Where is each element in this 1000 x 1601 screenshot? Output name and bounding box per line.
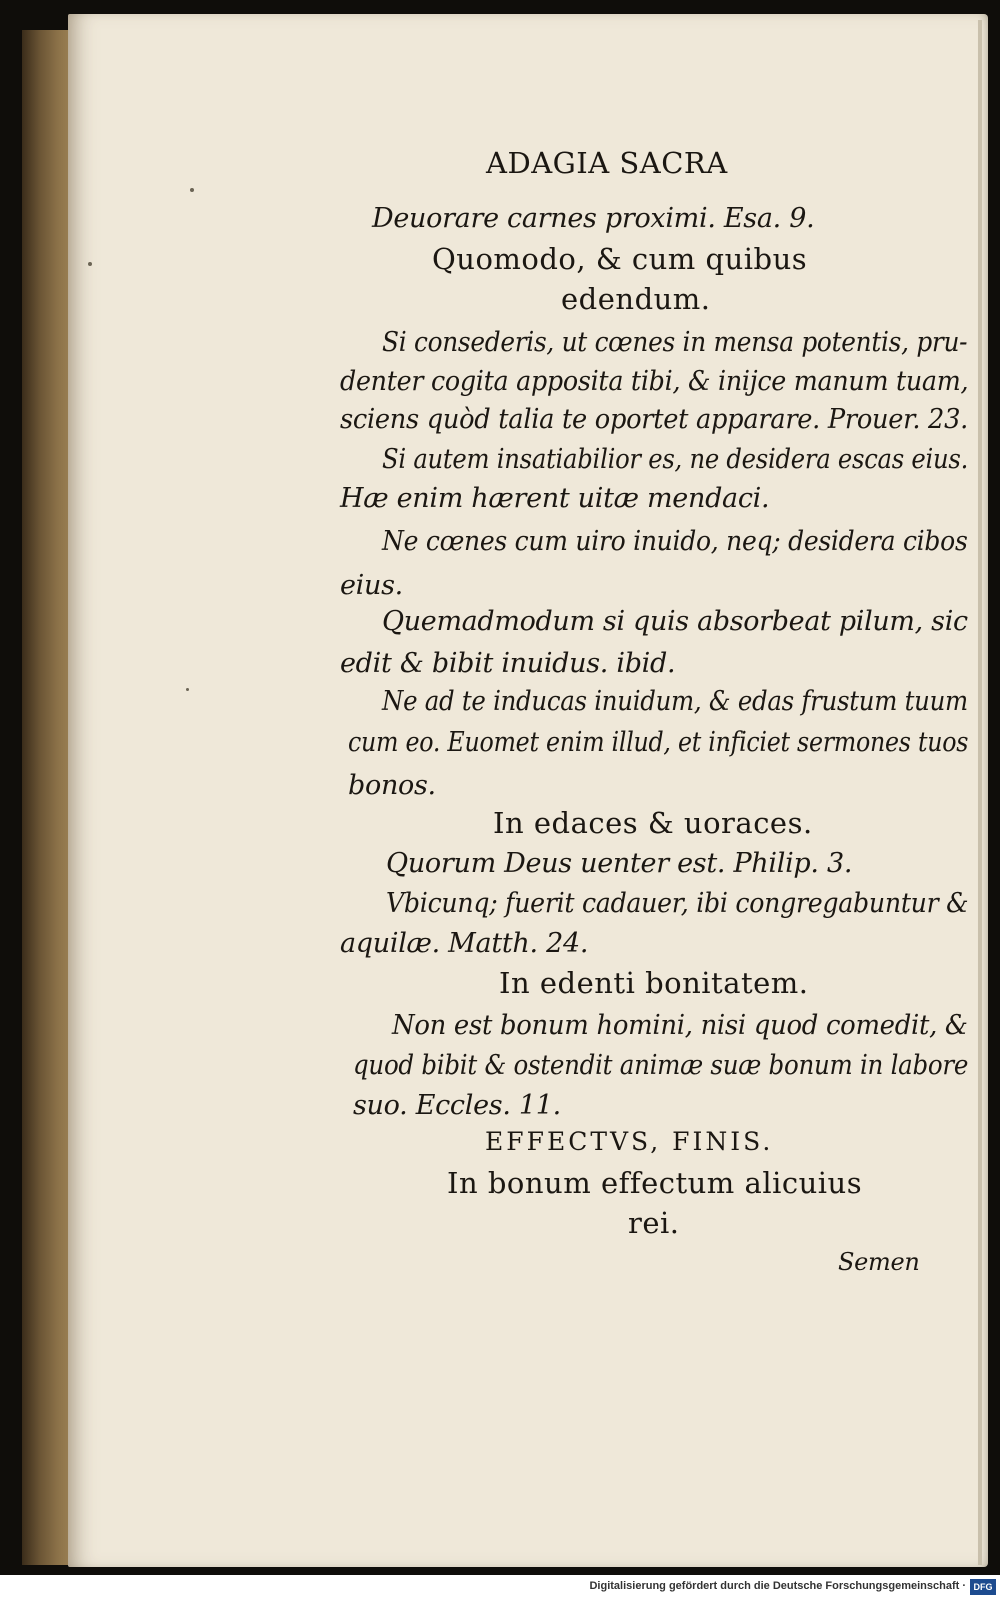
section-heading: In bonum effectum alicuius (447, 1166, 863, 1200)
page-edge (978, 20, 982, 1565)
text-line: Vbicunq; fuerit cadauer, ibi congregabuntur & (386, 888, 969, 919)
text-line: bonos. (348, 770, 436, 801)
text-line: eius. (340, 570, 403, 601)
text-line: Si autem insatiabilior es, ne desidera escas eius. (382, 444, 969, 475)
section-heading: EFFECTVS, FINIS. (485, 1127, 774, 1156)
paper-speck (88, 262, 92, 266)
dfg-logo-icon: DFG (970, 1579, 996, 1595)
paper-speck (190, 188, 194, 192)
running-head: ADAGIA SACRA (486, 146, 728, 180)
text-line: Deuorare carnes proximi. Esa. 9. (372, 203, 815, 234)
text-line: suo. Eccles. 11. (353, 1090, 561, 1121)
text-line: Hæ enim hærent uitæ mendaci. (340, 483, 770, 514)
text-line: edit & bibit inuidus. ibid. (340, 648, 676, 679)
section-heading: rei. (628, 1206, 680, 1240)
text-line: quod bibit & ostendit animæ suæ bonum in labore (353, 1050, 969, 1081)
text-line: aquilæ. Matth. 24. (340, 928, 589, 959)
section-heading: Quomodo, & cum quibus (432, 242, 808, 276)
section-heading: In edaces & uoraces. (493, 806, 813, 840)
footer-bar (0, 1575, 1000, 1601)
paper-speck (186, 688, 189, 691)
text-line: Ne cœnes cum uiro inuido, neq; desidera cibos (382, 526, 968, 557)
section-heading: edendum. (561, 282, 711, 316)
section-heading: In edenti bonitatem. (499, 966, 809, 1000)
text-line: Ne ad te inducas inuidum, & edas frustum tuum (382, 686, 968, 717)
text-line: Quorum Deus uenter est. Philip. 3. (386, 848, 853, 879)
text-line: cum eo. Euomet enim illud, et inficiet sermones tuos (348, 727, 969, 758)
funding-credit: Digitalisierung gefördert durch die Deutsche Forschungsgemeinschaft · (589, 1580, 966, 1592)
catchword: Semen (838, 1248, 920, 1276)
text-line: Si consederis, ut cœnes in mensa potentis, pru- (382, 327, 968, 358)
text-line: Quemadmodum si quis absorbeat pilum, sic (382, 606, 968, 637)
text-line: sciens quòd talia te oportet apparare. Prouer. 23. (340, 404, 968, 435)
text-line: denter cogita apposita tibi, & inijce manum tuam, (340, 366, 969, 397)
text-line: Non est bonum homini, nisi quod comedit, & (392, 1010, 968, 1041)
